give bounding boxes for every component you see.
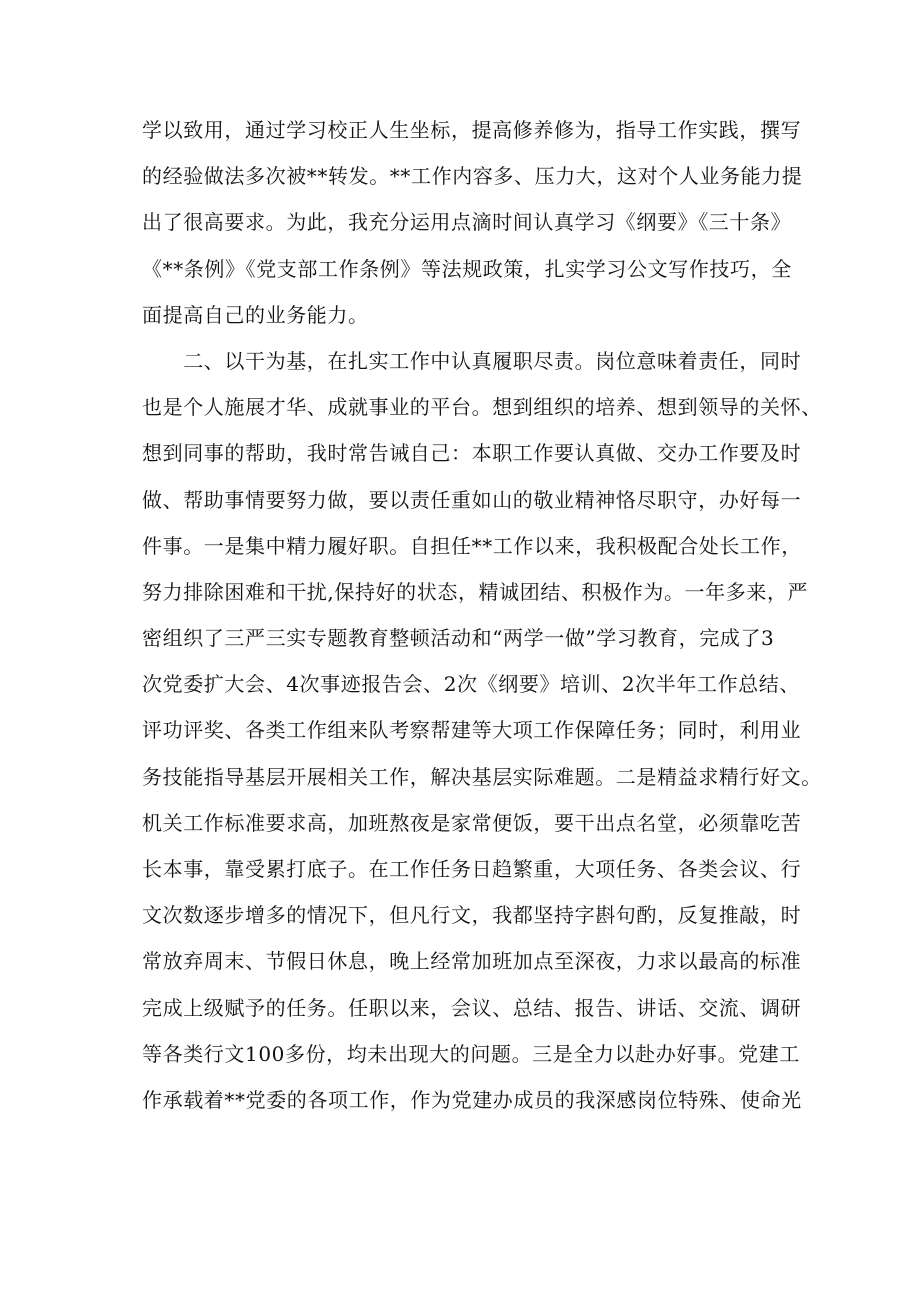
text-line: 次党委扩大会、4次事迹报告会、2次《纲要》培训、2次半年工作总结、 [142, 672, 800, 697]
text-line: 学以致用，通过学习校正人生坐标，提高修养修为，指导工作实践，撰写 [142, 118, 802, 142]
text-line: 机关工作标准要求高，加班熬夜是家常便饭，要干出点名堂，必须靠吃苦 [142, 810, 802, 835]
text-line: 面提高自己的业务能力。 [142, 302, 369, 327]
text-line: 出了很高要求。为此，我充分运用点滴时间认真学习《纲要》《三十条》 [142, 210, 792, 235]
text-line: 常放弃周末、节假日休息，晚上经常加班加点至深夜，力求以最高的标准 [142, 949, 802, 974]
text-line: 密组织了三严三实专题教育整顿活动和“两学一做”学习教育，完成了3 [142, 626, 775, 651]
text-line: 的经验做法多次被**转发。**工作内容多、压力大，这对个人业务能力提 [142, 164, 803, 189]
text-line: 文次数逐步增多的情况下，但凡行文，我都坚持字斟句酌，反复推敲，时 [142, 903, 802, 928]
body-text [142, 107, 822, 1123]
text-line: 努力排除困难和干扰,保持好的状态，精诚团结、积极作为。一年多来，严 [142, 579, 809, 604]
text-line: 等各类行文100多份，均未出现大的问题。三是全力以赴办好事。党建工 [142, 1041, 800, 1066]
text-line: 件事。一是集中精力履好职。自担任**工作以来，我积极配合处长工作， [142, 533, 802, 558]
paragraph-start-line: 二、以干为基，在扎实工作中认真履职尽责。岗位意味着责任，同时 [142, 348, 802, 373]
text-line: 作承载着**党委的各项工作，作为党建办成员的我深感岗位特殊、使命光 [142, 1087, 802, 1112]
text-line: 想到同事的帮助，我时常告诫自己：本职工作要认真做、交办工作要及时 [142, 441, 802, 466]
text-line: 做、帮助事情要努力做，要以责任重如山的敬业精神恪尽职守，办好每一 [142, 487, 802, 512]
text-line: 完成上级赋予的任务。任职以来，会议、总结、报告、讲话、交流、调研 [142, 995, 802, 1020]
text-line: 《**条例》《党支部工作条例》等法规政策，扎实学习公文写作技巧，全 [142, 256, 792, 281]
text-line: 评功评奖、各类工作组来队考察帮建等大项工作保障任务；同时，利用业 [142, 718, 802, 743]
text-line: 也是个人施展才华、成就事业的平台。想到组织的培养、想到领导的关怀、 [142, 395, 822, 420]
text-line: 务技能指导基层开展相关工作，解决基层实际难题。二是精益求精行好文。 [142, 764, 822, 789]
text-line: 长本事，靠受累打底子。在工作任务日趋繁重，大项任务、各类会议、行 [142, 857, 802, 881]
